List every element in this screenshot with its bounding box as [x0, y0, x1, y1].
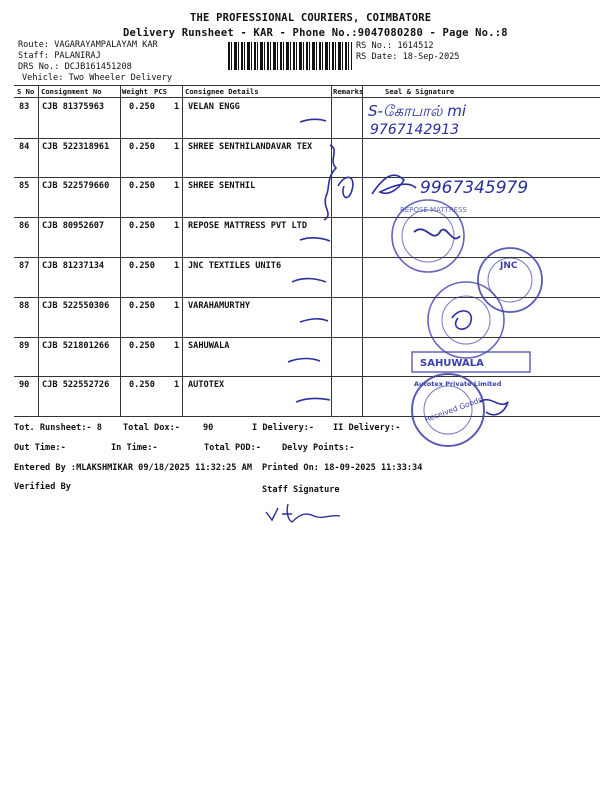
signature-scribble — [452, 311, 471, 329]
cell-pcs: 1 — [174, 301, 180, 311]
stamp-text: Autotex Private Limited — [414, 380, 502, 388]
remark-tick — [300, 238, 330, 241]
cell-pcs: 1 — [174, 142, 180, 152]
cell-consignee: JNC TEXTILES UNIT6 — [188, 261, 282, 271]
col-header-consignment: Consignment No — [41, 87, 102, 96]
cell-sno: 83 — [19, 102, 30, 112]
cell-consignee: AUTOTEX — [188, 380, 225, 390]
tot-runsheet: Tot. Runsheet:- 8 — [14, 423, 102, 433]
stamp-text: Received Goods — [423, 394, 484, 424]
jnc-stamp — [478, 248, 542, 312]
cell-weight: 0.250 — [129, 261, 155, 271]
verified-by: Verified By — [14, 482, 71, 492]
runsheet-subtitle: Delivery Runsheet - KAR - Phone No.:9047080280 - Page No.:8 — [123, 27, 508, 39]
cell-consignment: CJB 521801266 — [42, 341, 110, 351]
cell-sno: 86 — [19, 221, 30, 231]
handwritten-name: S-கோபால் mi — [368, 102, 467, 120]
cell-pcs: 1 — [174, 221, 180, 231]
cell-sno: 88 — [19, 301, 30, 311]
cell-consignee: SHREE SENTHILANDAVAR TEX — [188, 142, 313, 152]
drs-number: DRS No.: DCJB161451208 — [18, 62, 132, 72]
col-header-weight: Weight — [122, 87, 148, 96]
cell-consignee: REPOSE MATTRESS PVT LTD — [188, 221, 307, 231]
col-header-sno: S No — [17, 87, 35, 96]
cell-weight: 0.250 — [129, 341, 155, 351]
cell-consignee: SAHUWALA — [188, 341, 230, 351]
cell-pcs: 1 — [174, 380, 180, 390]
cell-weight: 0.250 — [129, 380, 155, 390]
stamp-text: SAHUWALA — [420, 358, 484, 369]
repose-stamp — [392, 200, 468, 272]
cell-pcs: 1 — [174, 102, 180, 112]
cell-consignment: CJB 81375963 — [42, 102, 105, 112]
col-header-remarks: Remarks — [333, 87, 364, 96]
handwritten-phone: 9767142913 — [370, 122, 460, 138]
remark-tick — [288, 359, 320, 363]
staff: Staff: PALANIRAJ — [18, 51, 101, 61]
delvy-points: Delvy Points:- — [282, 443, 355, 453]
cell-weight: 0.250 — [129, 102, 155, 112]
remark-tick — [292, 279, 326, 282]
stamp-text: JNC — [500, 261, 518, 271]
cell-sno: 85 — [19, 181, 30, 191]
sahuwala-stamp — [412, 352, 530, 372]
cell-consignee: VARAHAMURTHY — [188, 301, 251, 311]
total-dox-label: Total Dox:- — [123, 423, 180, 433]
cell-consignment: CJB 522552726 — [42, 380, 110, 390]
cell-weight: 0.250 — [129, 181, 155, 191]
col-header-consignee: Consignee Details — [185, 87, 259, 96]
cell-pcs: 1 — [174, 341, 180, 351]
col-header-seal: Seal & Signature — [385, 87, 455, 96]
cell-consignment: CJB 81237134 — [42, 261, 105, 271]
entered-by: Entered By :MLAKSHMIKAR 09/18/2025 11:32:25 AM — [14, 463, 252, 473]
in-time: In Time:- — [111, 443, 158, 453]
staff-signature-label: Staff Signature — [262, 485, 340, 495]
remark-tick — [300, 119, 326, 122]
remark-tick — [324, 145, 336, 220]
cell-sno: 87 — [19, 261, 30, 271]
cell-consignee: VELAN ENGG — [188, 102, 240, 112]
cell-consignment: CJB 522579660 — [42, 181, 110, 191]
cell-consignment: CJB 80952607 — [42, 221, 105, 231]
cell-consignee: SHREE SENTHIL — [188, 181, 256, 191]
signature-scribble — [338, 175, 416, 197]
cell-consignment: CJB 522550306 — [42, 301, 110, 311]
cell-weight: 0.250 — [129, 301, 155, 311]
company-title: THE PROFESSIONAL COURIERS, COIMBATORE — [190, 12, 432, 24]
i-delivery: I Delivery:- — [252, 423, 315, 433]
cell-sno: 84 — [19, 142, 30, 152]
cell-sno: 89 — [19, 341, 30, 351]
remark-tick — [300, 319, 328, 322]
rs-date: RS Date: 18-Sep-2025 — [356, 52, 460, 62]
total-pod: Total POD:- — [204, 443, 261, 453]
cell-sno: 90 — [19, 380, 30, 390]
printed-on: Printed On: 18-09-2025 11:33:34 — [262, 463, 423, 473]
vehicle: Vehicle: Two Wheeler Delivery — [22, 73, 173, 83]
cell-pcs: 1 — [174, 261, 180, 271]
cell-weight: 0.250 — [129, 221, 155, 231]
ii-delivery: II Delivery:- — [333, 423, 401, 433]
col-header-pcs: PCS — [154, 87, 167, 96]
out-time: Out Time:- — [14, 443, 66, 453]
staff-signature — [266, 504, 340, 522]
total-dox-value: 90 — [203, 423, 214, 433]
cell-pcs: 1 — [174, 181, 180, 191]
autotex-stamp — [412, 374, 508, 446]
round-stamp — [428, 282, 504, 358]
stamp-text: REPOSE MATTRESS — [400, 206, 467, 214]
cell-consignment: CJB 522318961 — [42, 142, 110, 152]
cell-weight: 0.250 — [129, 142, 155, 152]
remark-tick — [296, 398, 330, 402]
rs-number: RS No.: 1614512 — [356, 41, 434, 51]
route: Route: VAGARAYAMPALAYAM KAR — [18, 40, 158, 50]
handwritten-phone: 9967345979 — [420, 178, 529, 198]
